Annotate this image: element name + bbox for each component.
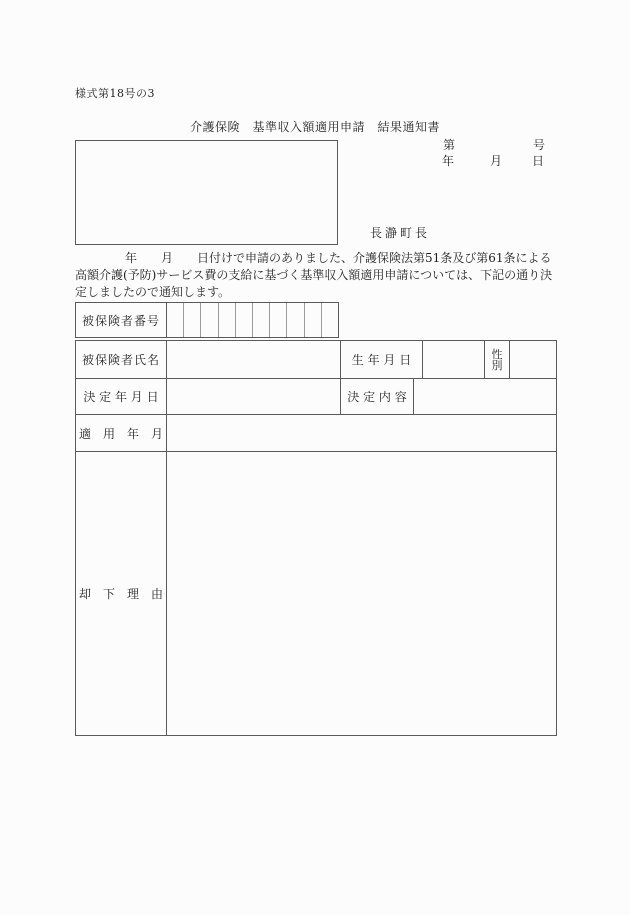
decision-date-value-cell <box>166 379 340 414</box>
digit-cell <box>253 303 270 337</box>
doc-number-prefix: 第 <box>443 138 456 152</box>
decision-content-label-cell <box>340 379 413 414</box>
birth-date-label: 生 年 月 日 <box>351 353 412 367</box>
page-title: 介護保険 基準収入額適用申請 結果通知書 <box>189 120 440 134</box>
insured-number-label: 被保険者番号 <box>81 313 160 328</box>
body-line: 高額介護(予防)サービス費の支給に基づく基準収入額適用申請については、下記の通り決 <box>75 268 553 282</box>
issue-date-year: 年 <box>442 154 455 168</box>
issue-date-day: 日 <box>532 154 545 168</box>
decision-date-label-cell <box>76 379 166 414</box>
result-table <box>75 340 557 736</box>
gender-value-cell <box>509 341 556 378</box>
issue-date-month: 月 <box>490 154 503 168</box>
digit-cell <box>201 303 218 337</box>
insured-number-cells <box>166 303 338 337</box>
applicable-month-value-cell <box>166 415 556 451</box>
addressee: 長瀞町長 <box>370 226 431 240</box>
applicable-month-label: 適 用 年 月 <box>78 426 163 441</box>
digit-cell <box>287 303 304 337</box>
table-row-rejection-reason <box>76 451 556 735</box>
digit-cell <box>184 303 201 337</box>
birth-date-label-cell <box>340 341 422 378</box>
birth-date-value-cell <box>422 341 484 378</box>
gender-label-cell <box>484 341 509 378</box>
applicable-month-label-cell <box>76 415 166 451</box>
body-line: 定しましたので通知します。 <box>75 285 231 299</box>
table-row-decision <box>76 378 556 414</box>
rejection-reason-label: 却 下 理 由 <box>78 587 163 601</box>
digit-cell <box>270 303 287 337</box>
table-row-insured-name <box>76 341 556 378</box>
rejection-reason-label-cell <box>76 452 166 735</box>
digit-cell <box>236 303 253 337</box>
decision-content-label: 決 定 内 容 <box>347 390 407 404</box>
digit-cell <box>305 303 322 337</box>
form-number: 様式第18号の3 <box>75 87 155 100</box>
recipient-address-box <box>75 140 338 245</box>
body-line: 年 月 日付けで申請のありました、介護保険法第51条及び第61条による <box>125 251 552 265</box>
insured-name-label-cell <box>76 341 166 378</box>
insured-number-table <box>75 302 339 338</box>
digit-cell <box>167 303 184 337</box>
table-row-applicable-month <box>76 414 556 451</box>
digit-cell <box>322 303 338 337</box>
insured-name-value-cell <box>166 341 340 378</box>
gender-label: 性 別 <box>491 347 503 372</box>
digit-cell <box>219 303 236 337</box>
rejection-reason-value-cell <box>166 452 556 735</box>
decision-date-label: 決 定 年 月 日 <box>83 390 159 404</box>
decision-content-value-cell <box>413 379 556 414</box>
insured-name-label: 被保険者氏名 <box>81 353 160 367</box>
doc-number-suffix: 号 <box>533 138 546 152</box>
